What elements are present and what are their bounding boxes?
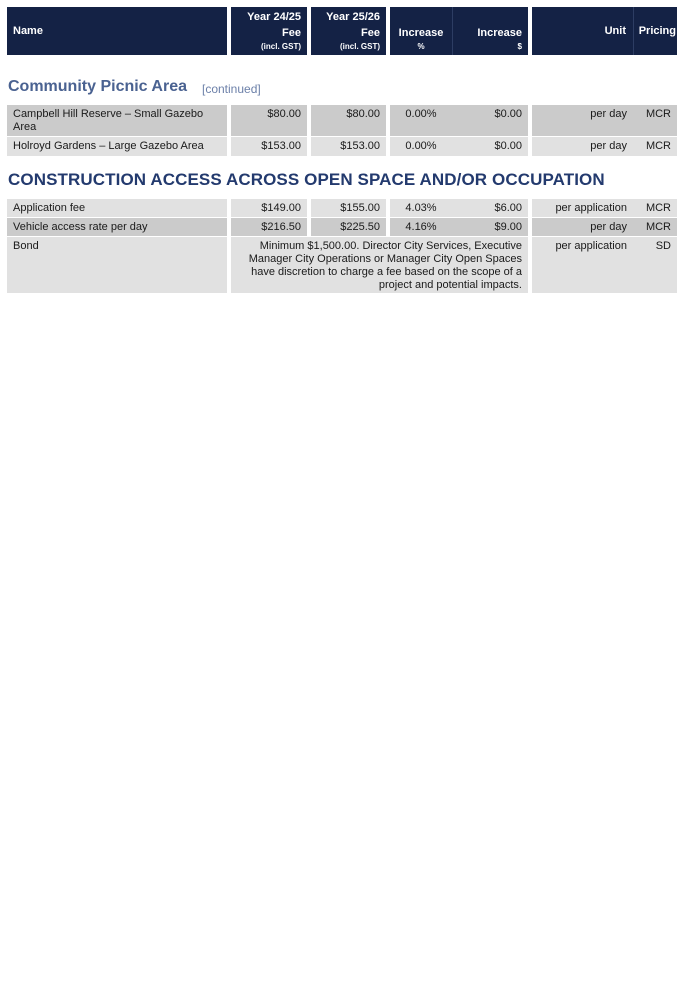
header-increase-pct-label: Increase bbox=[398, 27, 444, 39]
row-pricing: MCR bbox=[633, 218, 677, 236]
column-header-name bbox=[7, 7, 227, 55]
row-increase-pct: 0.00% bbox=[390, 137, 452, 156]
row-unit: per day bbox=[532, 218, 633, 236]
row-fee-2526: $153.00 bbox=[311, 137, 386, 156]
row-increase-dollar: $0.00 bbox=[452, 105, 528, 136]
row-fee-2425: $149.00 bbox=[231, 199, 307, 217]
header-increase-dollar-unit: $ bbox=[517, 42, 522, 51]
row-pricing: SD bbox=[633, 237, 677, 293]
column-header-fee-2526 bbox=[311, 7, 386, 55]
row-name: Vehicle access rate per day bbox=[7, 218, 227, 236]
row-name: Application fee bbox=[7, 199, 227, 217]
row-unit: per day bbox=[532, 105, 633, 136]
header-name-label: Name bbox=[13, 25, 43, 37]
header-increase-dollar-label: Increase bbox=[477, 27, 522, 39]
row-pricing: MCR bbox=[633, 137, 677, 156]
bond-note: Minimum $1,500.00. Director City Services, Executive Manager City Operations or Manager City Open Spaces have discretion to charge a fee based on the scope of a project and potential impacts. bbox=[231, 237, 528, 293]
row-increase-dollar: $0.00 bbox=[452, 137, 528, 156]
column-header-increase bbox=[390, 7, 528, 55]
row-fee-2526: $80.00 bbox=[311, 105, 386, 136]
row-name: Bond bbox=[7, 237, 227, 293]
row-name: Campbell Hill Reserve – Small Gazebo Area bbox=[7, 105, 227, 136]
row-increase-pct: 0.00% bbox=[390, 105, 452, 136]
row-pricing: MCR bbox=[633, 199, 677, 217]
row-increase-pct: 4.03% bbox=[390, 199, 452, 217]
row-unit: per day bbox=[532, 137, 633, 156]
column-header-fee-2425 bbox=[231, 7, 307, 55]
header-increase-pct-unit: % bbox=[417, 42, 425, 51]
section-continued-label: [continued] bbox=[202, 82, 261, 96]
row-fee-2425: $153.00 bbox=[231, 137, 307, 156]
column-header-unit-pricing bbox=[532, 7, 677, 55]
header-year2-label: Year 25/26 bbox=[326, 11, 380, 23]
row-increase-dollar: $9.00 bbox=[452, 218, 528, 236]
row-fee-2425: $216.50 bbox=[231, 218, 307, 236]
header-year1-fee-label: Fee bbox=[282, 27, 301, 39]
section-title-construction-access: CONSTRUCTION ACCESS ACROSS OPEN SPACE AND/OR OCCUPATION bbox=[8, 170, 605, 189]
header-year2-gst-label: (incl. GST) bbox=[340, 42, 380, 51]
row-fee-2425: $80.00 bbox=[231, 105, 307, 136]
row-fee-2526: $155.00 bbox=[311, 199, 386, 217]
row-unit: per application bbox=[532, 199, 633, 217]
row-increase-pct: 4.16% bbox=[390, 218, 452, 236]
header-year2-fee-label: Fee bbox=[361, 27, 380, 39]
row-unit: per application bbox=[532, 237, 633, 293]
row-fee-2526: $225.50 bbox=[311, 218, 386, 236]
header-year1-gst-label: (incl. GST) bbox=[261, 42, 301, 51]
header-unit-label: Unit bbox=[604, 25, 626, 37]
row-increase-dollar: $6.00 bbox=[452, 199, 528, 217]
row-name: Holroyd Gardens – Large Gazebo Area bbox=[7, 137, 227, 156]
section-title-community-picnic: Community Picnic Area bbox=[8, 78, 188, 95]
row-pricing: MCR bbox=[633, 105, 677, 136]
header-pricing-label: Pricing bbox=[638, 25, 676, 37]
header-year1-label: Year 24/25 bbox=[247, 11, 301, 23]
